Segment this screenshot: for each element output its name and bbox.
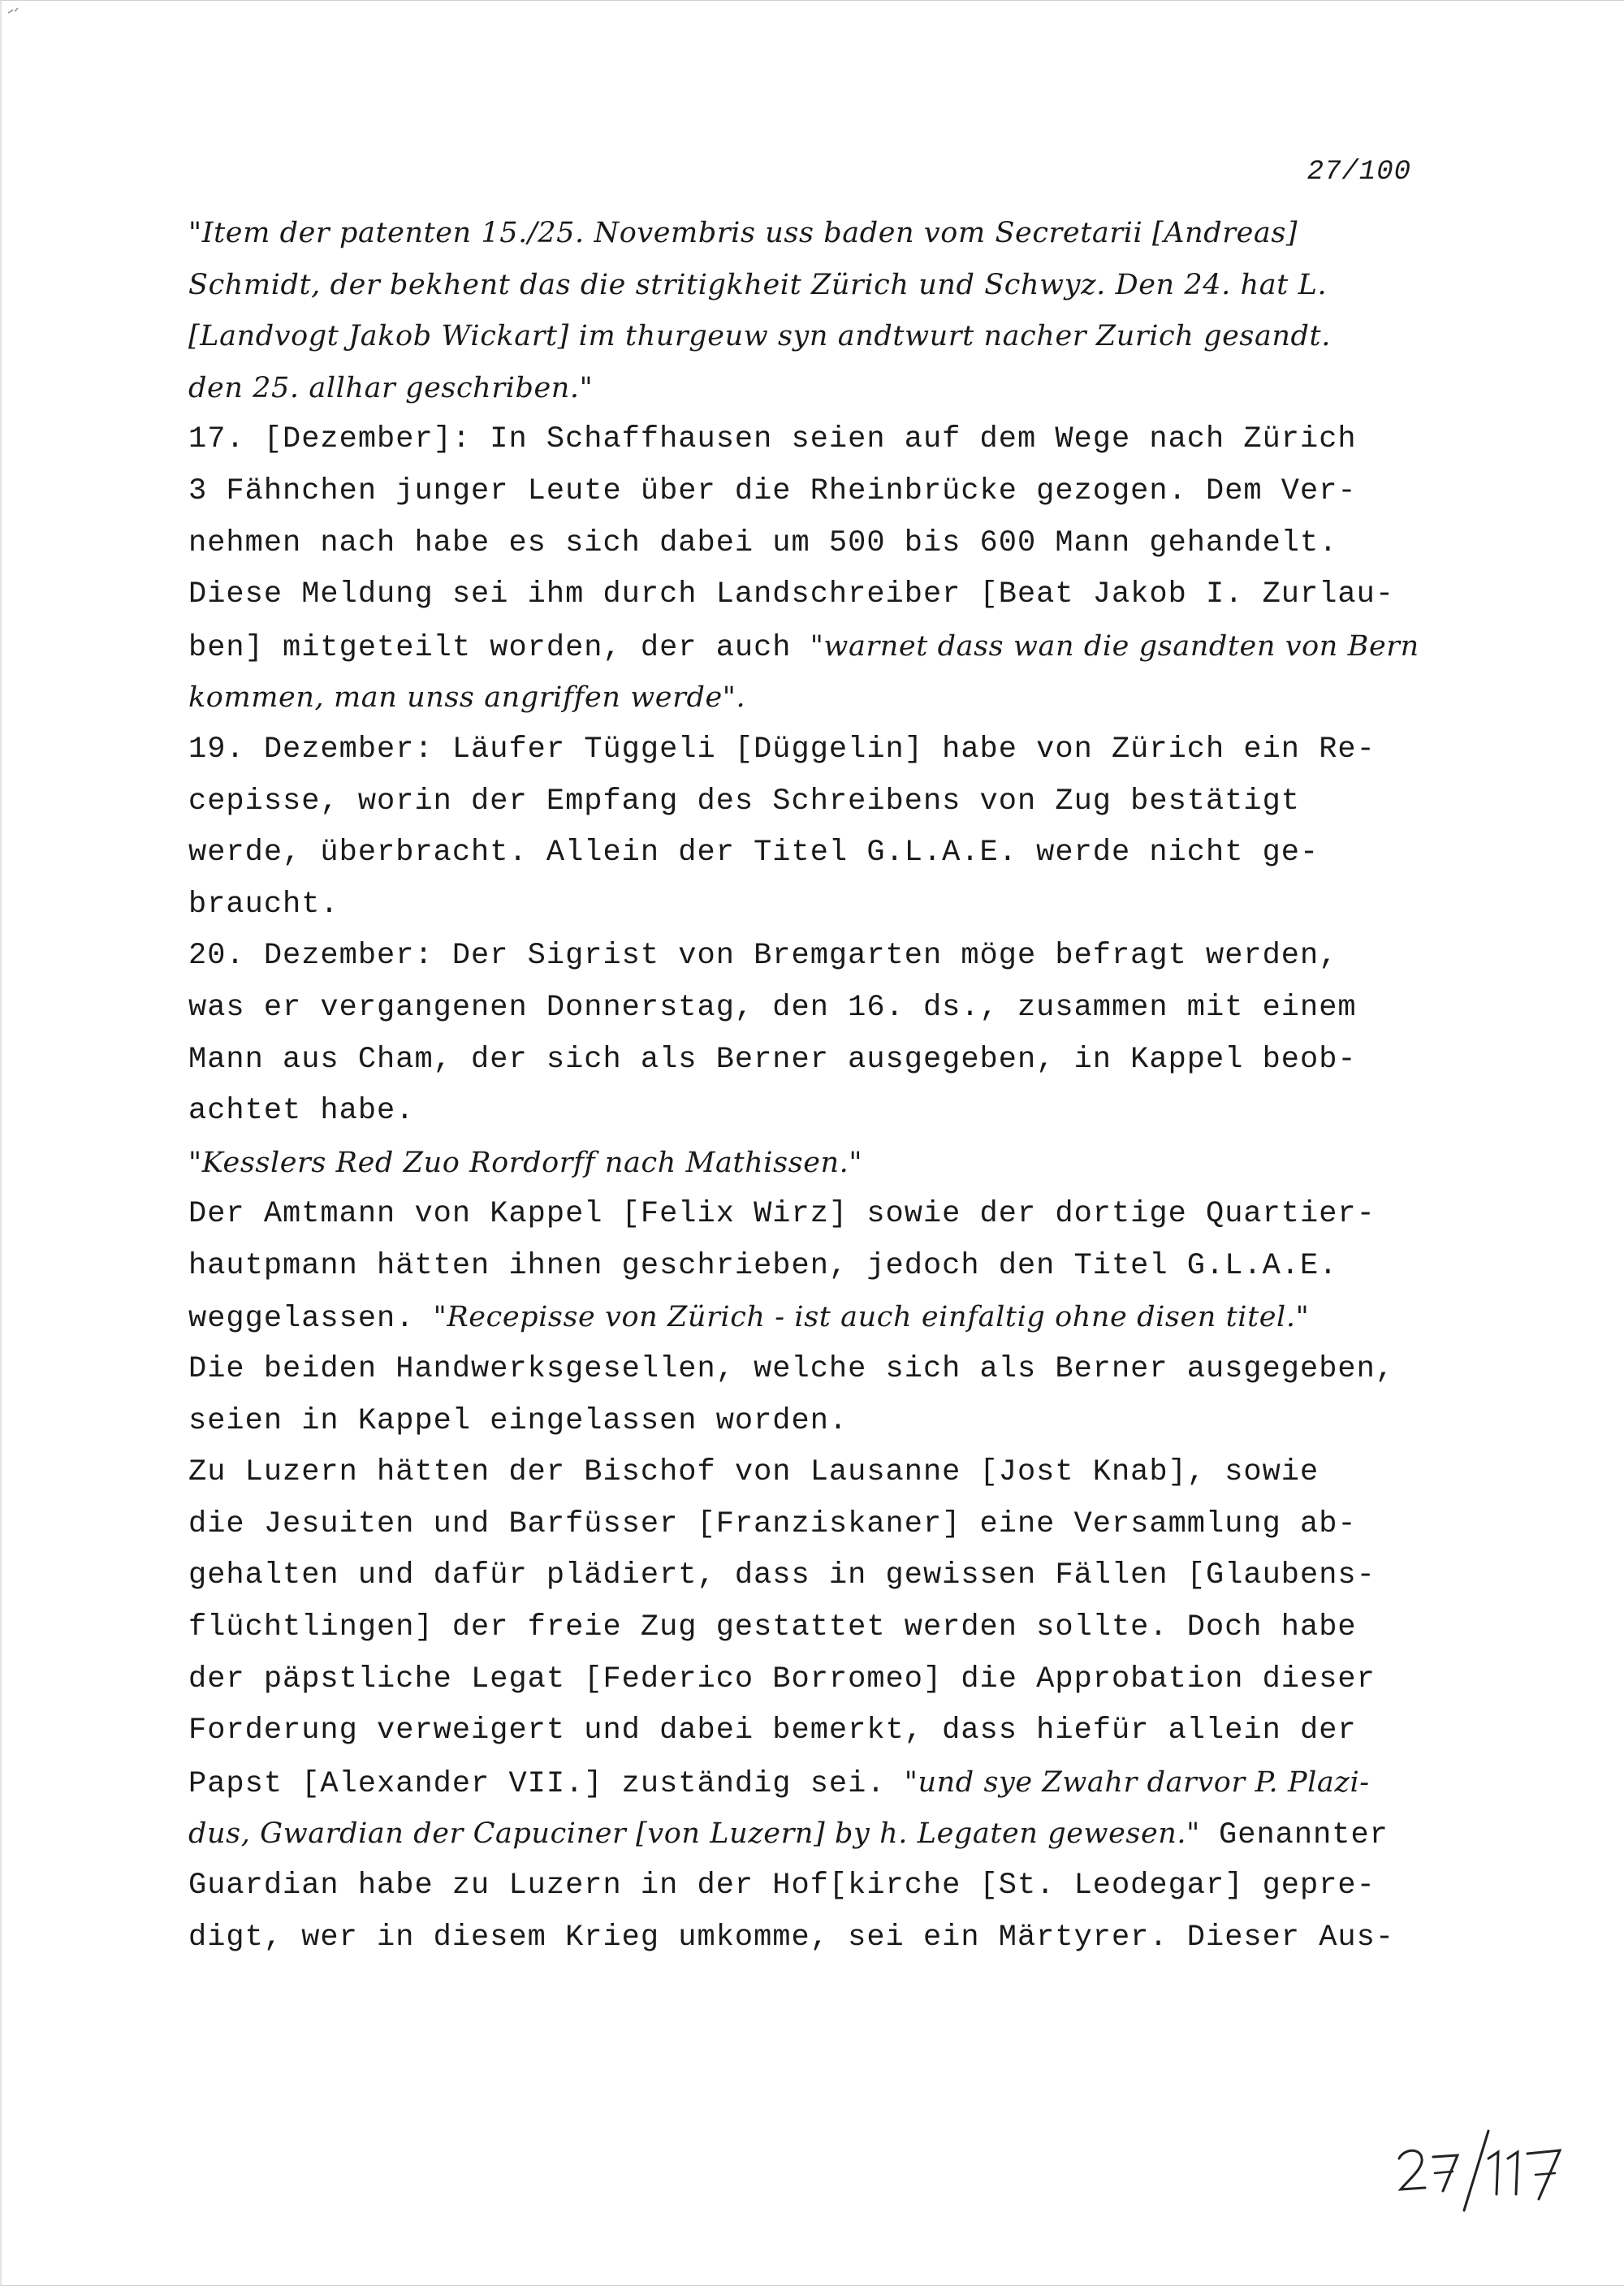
- text-line: [188, 828, 1455, 879]
- narrative-text: 19. Dezember: Läufer Tüggeli [Düggelin] habe von Zürich ein Re-: [188, 732, 1376, 767]
- narrative-text: braucht.: [188, 887, 339, 922]
- narrative-text: Papst [Alexander VII.] zuständig sei.: [188, 1766, 905, 1801]
- text-line: [188, 1654, 1455, 1706]
- narrative-text: Die beiden Handwerksgesellen, welche sich als Berner ausgegeben,: [188, 1352, 1395, 1387]
- text-line: [188, 1860, 1455, 1912]
- quoted-source-text: "und sye Zwahr darvor P. Plazi-: [904, 1765, 1370, 1799]
- quoted-source-text: "warnet dass wan die gsandten von Bern: [810, 629, 1419, 663]
- narrative-text: Guardian habe zu Luzern in der Hof[kirche [St. Leodegar] gepre-: [188, 1869, 1376, 1903]
- text-line: [188, 1396, 1455, 1448]
- quoted-source-text: "Kesslers Red Zuo Rordorff nach Mathissen.": [188, 1146, 863, 1179]
- narrative-text: weggelassen.: [188, 1302, 434, 1337]
- text-line: [188, 931, 1455, 983]
- text-line: [188, 1550, 1455, 1602]
- text-line: [188, 1602, 1455, 1654]
- text-line: [188, 672, 1455, 724]
- quoted-source-text: "Recepisse von Zürich - ist auch einfaltig ohne disen titel.": [433, 1301, 1310, 1334]
- narrative-text: die Jesuiten und Barfüsser [Franziskaner] eine Versammlung ab-: [188, 1506, 1357, 1541]
- body-text: [188, 208, 1455, 1964]
- text-line: [188, 1447, 1455, 1499]
- narrative-text: hautpmann hätten ihnen geschrieben, jedoch den Titel G.L.A.E.: [188, 1248, 1338, 1283]
- text-line: [188, 569, 1455, 621]
- text-line: [188, 1189, 1455, 1241]
- text-line: [188, 1035, 1455, 1087]
- narrative-text: nehmen nach habe es sich dabei um 500 bis 600 Mann gehandelt.: [188, 525, 1338, 560]
- narrative-text: Genannter: [1199, 1818, 1389, 1853]
- quoted-source-text: kommen, man unss angriffen werde".: [188, 681, 746, 715]
- text-line: [188, 724, 1455, 776]
- quoted-source-text: "Item der patenten 15./25. Novembris uss baden vom Secretarii [Andreas]: [188, 217, 1298, 249]
- quoted-source-text: Schmidt, der bekhent das die stritigkheit Zürich und Schwyz. Den 24. hat L.: [188, 268, 1328, 301]
- quoted-source-text: den 25. allhar geschriben.": [188, 371, 594, 404]
- narrative-text: digt, wer in diesem Krieg umkomme, sei ein Märtyrer. Dieser Aus-: [188, 1920, 1395, 1955]
- narrative-text: Forderung verweigert und dabei bemerkt, dass hiefür allein der: [188, 1713, 1357, 1748]
- text-line: [188, 1086, 1455, 1138]
- narrative-text: Der Amtmann von Kappel [Felix Wirz] sowie der dortige Quartier-: [188, 1197, 1376, 1232]
- text-line: [188, 776, 1455, 828]
- quoted-source-text: dus, Gwardian der Capuciner [von Luzern] by h. Legaten gewesen.": [188, 1817, 1200, 1851]
- text-line: [188, 621, 1455, 673]
- text-line: [188, 466, 1455, 518]
- narrative-text: flüchtlingen] der freie Zug gestattet werden sollte. Doch habe: [188, 1610, 1357, 1645]
- text-line: [188, 414, 1455, 466]
- narrative-text: Zu Luzern hätten der Bischof von Lausanne [Jost Knab], sowie: [188, 1455, 1320, 1490]
- narrative-text: 3 Fähnchen junger Leute über die Rheinbrücke gezogen. Dem Ver-: [188, 473, 1357, 508]
- narrative-text: der päpstliche Legat [Federico Borromeo] die Approbation dieser: [188, 1662, 1376, 1696]
- text-line: [188, 1757, 1455, 1809]
- narrative-text: 20. Dezember: Der Sigrist von Bremgarten möge befragt werden,: [188, 939, 1338, 974]
- narrative-text: ben] mitgeteilt worden, der auch: [188, 630, 810, 665]
- text-line: [188, 879, 1455, 931]
- text-line: [188, 518, 1455, 570]
- text-line: [188, 1292, 1455, 1344]
- text-line: [188, 363, 1455, 415]
- text-line: [188, 1138, 1455, 1190]
- narrative-text: Diese Meldung sei ihm durch Landschreiber [Beat Jakob I. Zurlau-: [188, 577, 1395, 612]
- text-line: [188, 208, 1455, 260]
- quoted-source-text: [Landvogt Jakob Wickart] im thurgeuw syn andtwurt nacher Zurich gesandt.: [188, 320, 1331, 353]
- narrative-text: seien in Kappel eingelassen worden.: [188, 1403, 849, 1438]
- text-line: [188, 983, 1455, 1035]
- text-line: [188, 1344, 1455, 1396]
- scan-corner-marks: [5, 2, 37, 67]
- text-line: [188, 1912, 1455, 1964]
- page-number: 27/100: [1307, 157, 1411, 188]
- text-line: [188, 311, 1455, 363]
- narrative-text: gehalten und dafür plädiert, dass in gewissen Fällen [Glaubens-: [188, 1558, 1376, 1593]
- narrative-text: Mann aus Cham, der sich als Berner ausgegeben, in Kappel beob-: [188, 1042, 1357, 1077]
- text-line: [188, 1499, 1455, 1551]
- text-line: [188, 1241, 1455, 1293]
- text-line: [188, 1705, 1455, 1757]
- narrative-text: 17. [Dezember]: In Schaffhausen seien auf dem Wege nach Zürich: [188, 422, 1357, 457]
- narrative-text: was er vergangenen Donnerstag, den 16. ds., zusammen mit einem: [188, 990, 1357, 1025]
- narrative-text: achtet habe.: [188, 1094, 415, 1129]
- text-line: [188, 1808, 1455, 1860]
- narrative-text: werde, überbracht. Allein der Titel G.L.A.E. werde nicht ge-: [188, 836, 1320, 871]
- text-line: [188, 260, 1455, 312]
- handwritten-page-number: [1393, 2126, 1587, 2215]
- narrative-text: cepisse, worin der Empfang des Schreibens von Zug bestätigt: [188, 784, 1301, 819]
